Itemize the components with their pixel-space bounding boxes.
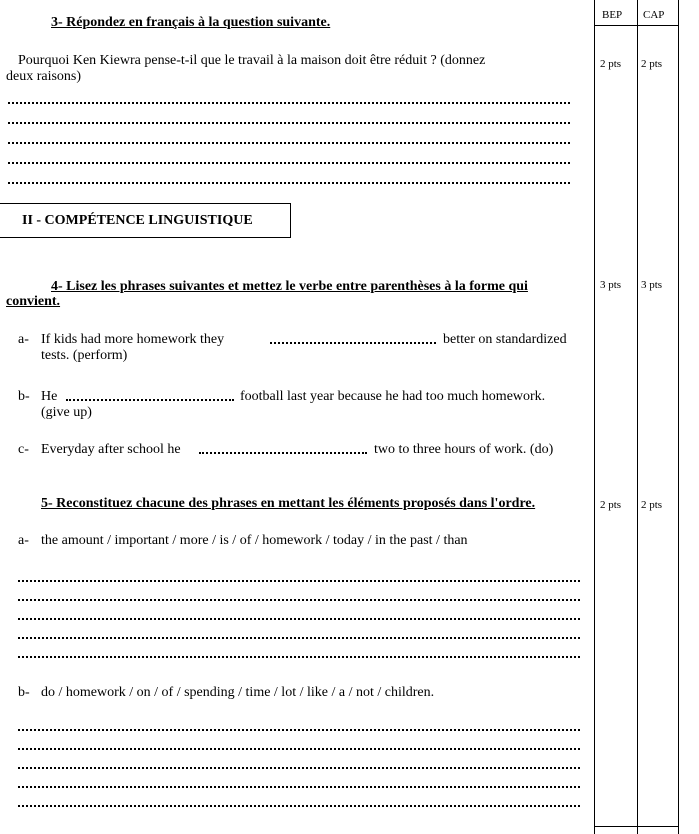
q4-item-c-label: c- bbox=[18, 442, 29, 457]
bep-header: BEP bbox=[602, 9, 623, 21]
q5-b-answer-line-1 bbox=[18, 727, 580, 731]
grading-bottom-line bbox=[594, 826, 679, 827]
q4-item-a-text-start: If kids had more homework they bbox=[41, 332, 225, 347]
q3-answer-line-2 bbox=[8, 120, 570, 124]
q5-a-answer-line-4 bbox=[18, 635, 580, 639]
q3-answer-line-3 bbox=[8, 140, 570, 144]
q3-question-line1: Pourquoi Ken Kiewra pense-t-il que le travail à la maison doit être réduit ? (donnez bbox=[18, 53, 486, 68]
section-2-title: II - COMPÉTENCE LINGUISTIQUE bbox=[22, 213, 253, 228]
q4-title-line2: convient. bbox=[6, 294, 61, 309]
q3-cap-points: 2 pts bbox=[641, 58, 663, 70]
q5-b-answer-line-4 bbox=[18, 784, 580, 788]
q4-item-b-line2: (give up) bbox=[41, 405, 92, 420]
q5-b-answer-line-5 bbox=[18, 803, 580, 807]
q3-question-line2: deux raisons) bbox=[6, 69, 82, 84]
q5-bep-points: 2 pts bbox=[600, 499, 622, 511]
q4-item-a-label: a- bbox=[18, 332, 29, 347]
q4-item-a-blank bbox=[270, 340, 436, 344]
q4-bep-points: 3 pts bbox=[600, 279, 622, 291]
q5-b-answer-line-3 bbox=[18, 765, 580, 769]
q3-title: 3- Répondez en français à la question suivante. bbox=[51, 15, 331, 30]
grading-column-border-left bbox=[594, 0, 595, 834]
q5-item-a-text: the amount / important / more / is / of / homework / today / in the past / than bbox=[41, 533, 468, 548]
q4-title-line1: 4- Lisez les phrases suivantes et mettez le verbe entre parenthèses à la forme qui bbox=[51, 279, 528, 294]
q4-item-b-text-end: football last year because he had too much homework. bbox=[240, 389, 546, 404]
q5-item-b-text: do / homework / on / of / spending / time / lot / like / a / not / children. bbox=[41, 685, 435, 700]
q4-item-b-label: b- bbox=[18, 389, 30, 404]
q4-item-b-text-start: He bbox=[41, 389, 58, 404]
q5-item-a-label: a- bbox=[18, 533, 29, 548]
q5-b-answer-line-2 bbox=[18, 746, 580, 750]
q5-a-answer-line-5 bbox=[18, 654, 580, 658]
q4-item-a-text-end: better on standardized bbox=[443, 332, 567, 347]
grading-column-border-right bbox=[678, 0, 679, 834]
q4-item-b-blank bbox=[66, 397, 234, 401]
q3-bep-points: 2 pts bbox=[600, 58, 622, 70]
q3-answer-line-4 bbox=[8, 160, 570, 164]
q4-item-a-line2: tests. (perform) bbox=[41, 348, 128, 363]
grading-column-border-middle bbox=[637, 0, 638, 834]
q5-a-answer-line-2 bbox=[18, 597, 580, 601]
q3-answer-line-1 bbox=[8, 100, 570, 104]
q5-item-b-label: b- bbox=[18, 685, 30, 700]
q4-cap-points: 3 pts bbox=[641, 279, 663, 291]
grading-header-line bbox=[594, 25, 679, 26]
q4-item-c-text-end: two to three hours of work. (do) bbox=[374, 442, 554, 457]
q4-item-c-text-start: Everyday after school he bbox=[41, 442, 181, 457]
cap-header: CAP bbox=[643, 9, 665, 21]
q4-item-c-blank bbox=[199, 450, 367, 454]
q5-title: 5- Reconstituez chacune des phrases en mettant les éléments proposés dans l'ordre. bbox=[41, 496, 536, 511]
q3-answer-line-5 bbox=[8, 180, 570, 184]
q5-a-answer-line-1 bbox=[18, 578, 580, 582]
q5-cap-points: 2 pts bbox=[641, 499, 663, 511]
q5-a-answer-line-3 bbox=[18, 616, 580, 620]
